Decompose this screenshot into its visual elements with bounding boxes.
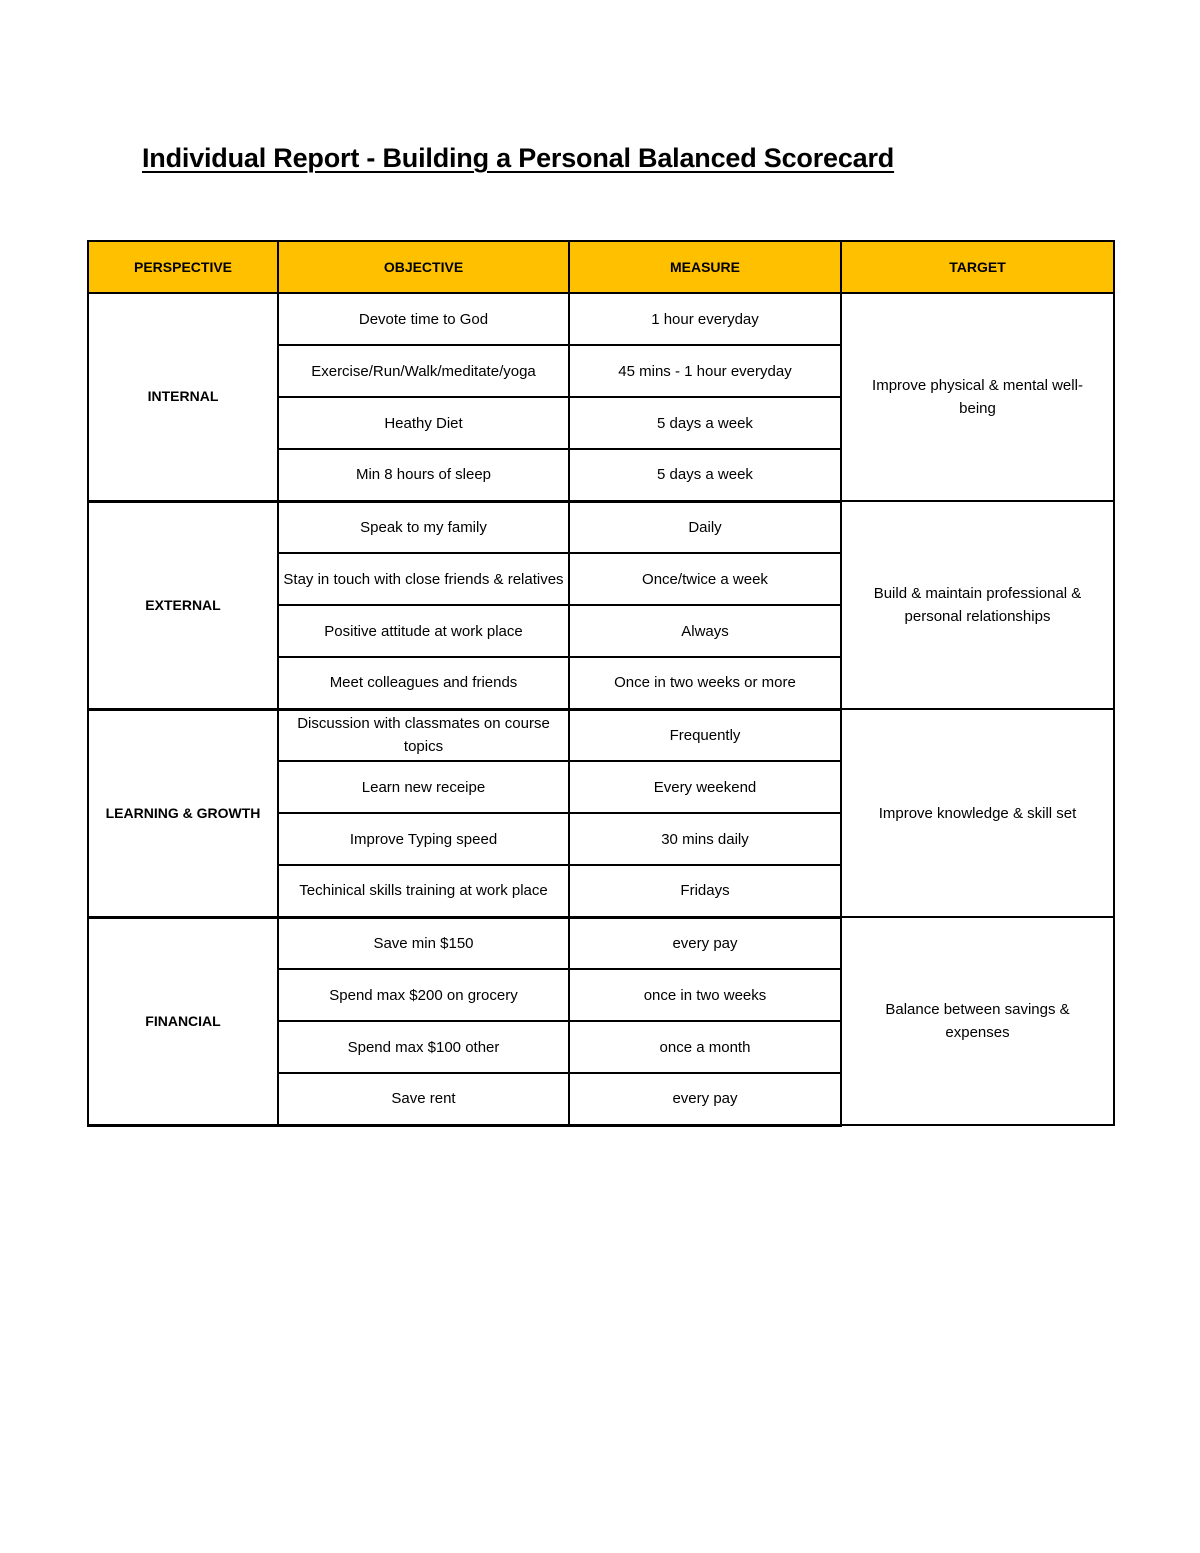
perspective-cell: INTERNAL [88, 293, 278, 501]
measure-cell: Once/twice a week [569, 553, 841, 605]
table-row [88, 709, 1114, 761]
table-row [88, 917, 1114, 969]
table-row [88, 293, 1114, 345]
measure-cell: every pay [569, 1073, 841, 1125]
header-perspective: PERSPECTIVE [88, 241, 278, 293]
scorecard-table [87, 240, 1115, 1127]
objective-cell: Stay in touch with close friends & relatives [278, 553, 569, 605]
header-row [88, 241, 1114, 293]
header-objective: OBJECTIVE [278, 241, 569, 293]
measure-cell: Daily [569, 501, 841, 553]
objective-cell: Save rent [278, 1073, 569, 1125]
target-cell: Build & maintain professional & personal relationships [841, 501, 1114, 709]
objective-cell: Heathy Diet [278, 397, 569, 449]
objective-cell: Learn new receipe [278, 761, 569, 813]
measure-cell: Once in two weeks or more [569, 657, 841, 709]
header-target: TARGET [841, 241, 1114, 293]
measure-cell: Fridays [569, 865, 841, 917]
objective-cell: Meet colleagues and friends [278, 657, 569, 709]
objective-cell: Min 8 hours of sleep [278, 449, 569, 501]
target-cell: Improve physical & mental well-being [841, 293, 1114, 501]
header-measure: MEASURE [569, 241, 841, 293]
page-title: Individual Report - Building a Personal Balanced Scorecard [142, 143, 895, 173]
measure-cell: 5 days a week [569, 449, 841, 501]
measure-cell: 45 mins - 1 hour everyday [569, 345, 841, 397]
perspective-cell: EXTERNAL [88, 501, 278, 709]
target-cell: Improve knowledge & skill set [841, 709, 1114, 917]
objective-cell: Techinical skills training at work place [278, 865, 569, 917]
measure-cell: once in two weeks [569, 969, 841, 1021]
measure-cell: Always [569, 605, 841, 657]
measure-cell: Frequently [569, 709, 841, 761]
measure-cell: 1 hour everyday [569, 293, 841, 345]
perspective-cell: LEARNING & GROWTH [88, 709, 278, 917]
perspective-cell: FINANCIAL [88, 917, 278, 1125]
objective-cell: Discussion with classmates on course topics [278, 709, 569, 761]
objective-cell: Exercise/Run/Walk/meditate/yoga [278, 345, 569, 397]
objective-cell: Spend max $200 on grocery [278, 969, 569, 1021]
objective-cell: Spend max $100 other [278, 1021, 569, 1073]
objective-cell: Devote time to God [278, 293, 569, 345]
target-cell: Balance between savings & expenses [841, 917, 1114, 1125]
measure-cell: 5 days a week [569, 397, 841, 449]
table-row [88, 501, 1114, 553]
objective-cell: Improve Typing speed [278, 813, 569, 865]
objective-cell: Save min $150 [278, 917, 569, 969]
objective-cell: Speak to my family [278, 501, 569, 553]
measure-cell: every pay [569, 917, 841, 969]
measure-cell: once a month [569, 1021, 841, 1073]
objective-cell: Positive attitude at work place [278, 605, 569, 657]
measure-cell: 30 mins daily [569, 813, 841, 865]
measure-cell: Every weekend [569, 761, 841, 813]
